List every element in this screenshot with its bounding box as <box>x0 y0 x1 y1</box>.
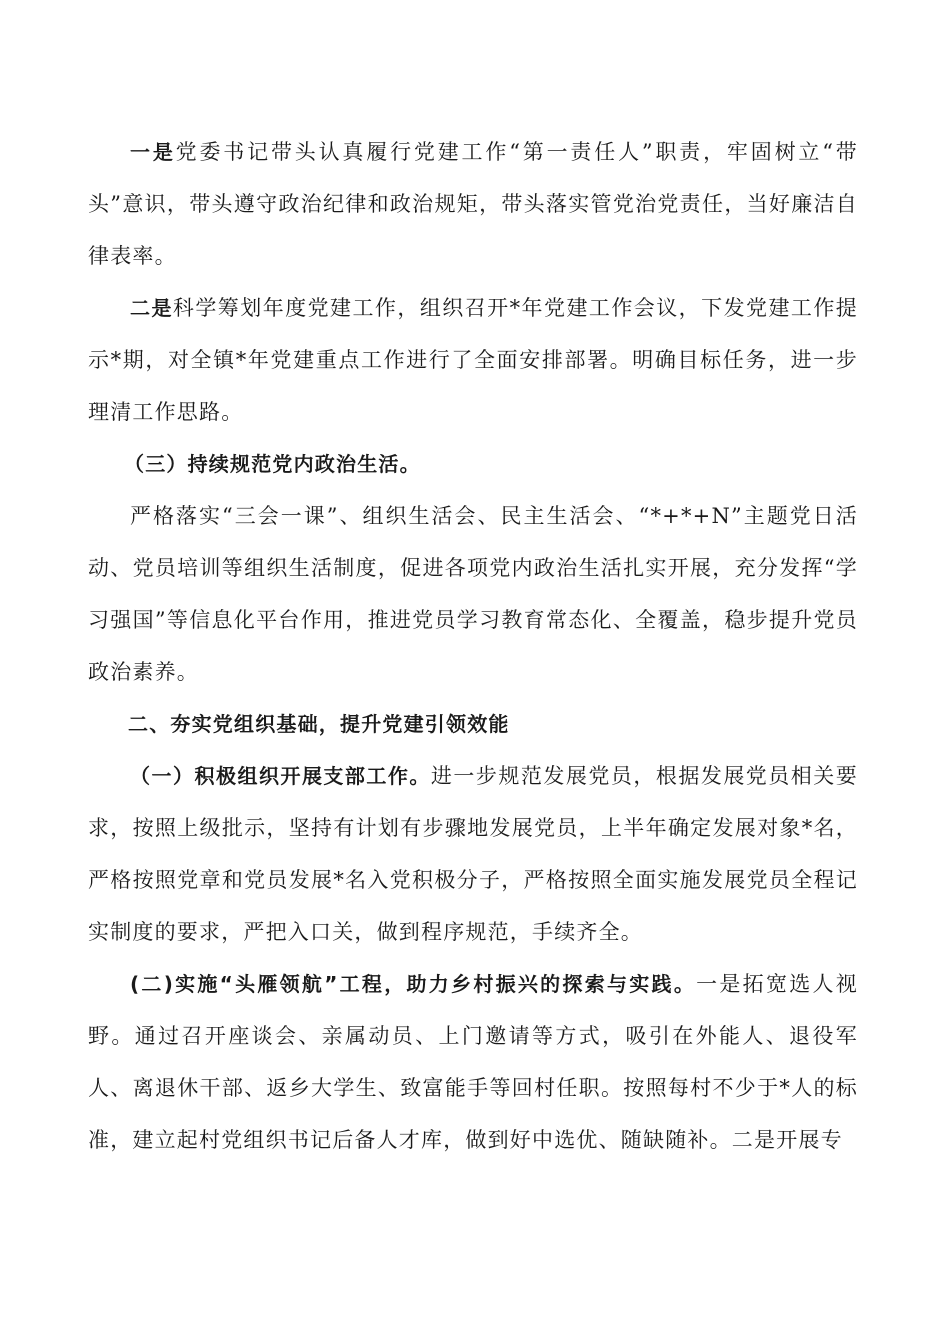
paragraph-5-text: 一是拓宽选人视野。通过召开座谈会、亲属动员、上门邀请等方式，吸引在外能人、退役军人、离退休干部、返乡大学生、致富能手等回村任职。按照每村不少于*人的标准，建立起村党组织书记后备人才库，做到好中选优、随缺随补。二是开展专 <box>88 972 858 1152</box>
paragraph-3: 严格落实“三会一课”、组织生活会、民主生活会、“*+*+N”主题党日活动、党员培训等组织生活制度，促进各项党内政治生活扎实开展，充分发挥“学习强国”等信息化平台作用，推进党员学习教育常态化、全覆盖，稳步提升党员政治素养。 <box>88 504 858 684</box>
paragraph-5 <box>88 958 858 1166</box>
section-heading-2: 二、夯实党组织基础，提升党建引领效能 <box>128 712 510 736</box>
paragraph-2 <box>88 282 858 438</box>
document-body <box>88 126 858 1166</box>
paragraph-4 <box>88 750 858 958</box>
paragraph-4-text: 进一步规范发展党员，根据发展党员相关要求，按照上级批示，坚持有计划有步骤地发展党员，上半年确定发展对象*名，严格按照党章和党员发展*名入党积极分子，严格按照全面实施发展党员全程记实制度的要求，严把入口关，做到程序规范，手续齐全。 <box>88 764 858 944</box>
paragraph-2-text: 科学筹划年度党建工作，组织召开*年党建工作会议，下发党建工作提示*期，对全镇*年党建重点工作进行了全面安排部署。明确目标任务，进一步理清工作思路。 <box>88 296 859 424</box>
paragraph-4-lead: （一）积极组织开展支部工作。 <box>130 764 431 788</box>
section-heading-3: （三）持续规范党内政治生活。 <box>124 452 421 476</box>
paragraph-1-text: 党委书记带头认真履行党建工作“第一责任人”职责，牢固树立“带头”意识，带头遵守政治纪律和政治规矩，带头落实管党治党责任，当好廉洁自律表率。 <box>88 140 858 268</box>
paragraph-1 <box>88 126 858 282</box>
paragraph-1-lead: 一是 <box>130 140 176 164</box>
paragraph-5-lead: (二)实施“头雁领航”工程，助力乡村振兴的探索与实践。 <box>130 972 697 996</box>
paragraph-2-lead: 二是 <box>130 296 173 320</box>
